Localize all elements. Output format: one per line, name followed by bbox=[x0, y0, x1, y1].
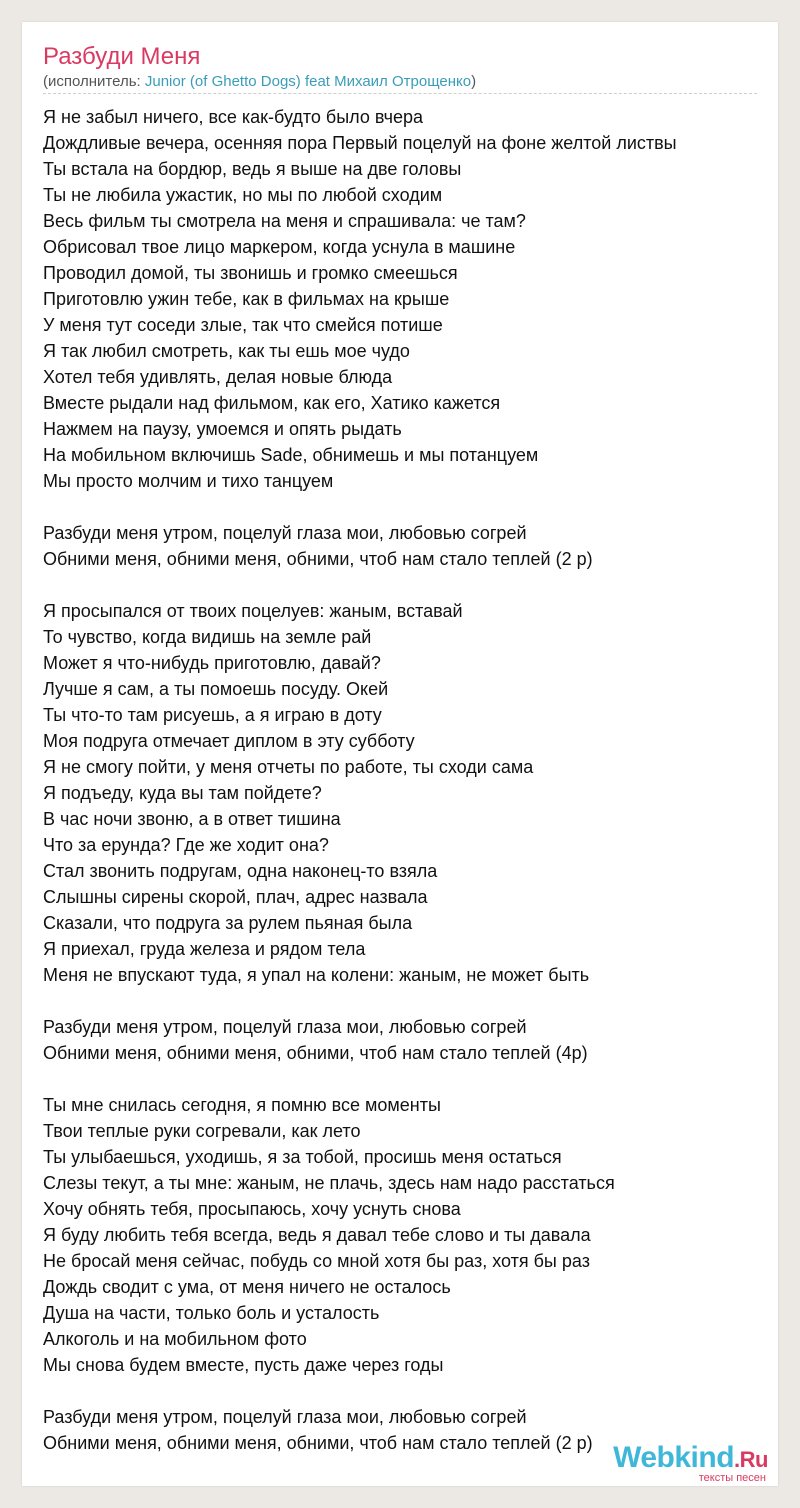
lyric-line: Хочу обнять тебя, просыпаюсь, хочу уснуть снова bbox=[43, 1199, 461, 1219]
lyric-line: Что за ерунда? Где же ходит она? bbox=[43, 835, 329, 855]
lyric-line: Проводил домой, ты звонишь и громко смеешься bbox=[43, 263, 458, 283]
lyric-line: Хотел тебя удивлять, делая новые блюда bbox=[43, 367, 393, 387]
lyrics-body bbox=[43, 104, 773, 1456]
lyric-line: То чувство, когда видишь на земле рай bbox=[43, 627, 372, 647]
lyric-line: Ты мне снилась сегодня, я помню все моменты bbox=[43, 1095, 441, 1115]
lyric-line: Слышны сирены скорой, плач, адрес назвала bbox=[43, 887, 428, 907]
lyric-line: Меня не впускают туда, я упал на колени: жаным, не может быть bbox=[43, 965, 590, 985]
lyric-line: Весь фильм ты смотрела на меня и спрашивала: че там? bbox=[43, 211, 526, 231]
lyric-line: Я подъеду, куда вы там пойдете? bbox=[43, 783, 322, 803]
lyric-line: Не бросай меня сейчас, побудь со мной хотя бы раз, хотя бы раз bbox=[43, 1251, 590, 1271]
lyric-line: Может я что-нибудь приготовлю, давай? bbox=[43, 653, 381, 673]
logo-tld: .Ru bbox=[734, 1447, 768, 1472]
lyric-line: Лучше я сам, а ты помоешь посуду. Окей bbox=[43, 679, 389, 699]
artist-link[interactable]: Junior (of Ghetto Dogs) feat Михаил Отрощенко bbox=[144, 73, 472, 90]
lyric-line: Разбуди меня утром, поцелуй глаза мои, любовью согрей bbox=[43, 1407, 527, 1427]
artist-prefix: (исполнитель: bbox=[43, 73, 145, 90]
lyric-line: Приготовлю ужин тебе, как в фильмах на крыше bbox=[43, 289, 450, 309]
lyric-line: Обрисовал твое лицо маркером, когда уснула в машине bbox=[43, 237, 516, 257]
lyric-line: Мы снова будем вместе, пусть даже через годы bbox=[43, 1355, 444, 1375]
lyric-line: Я просыпался от твоих поцелуев: жаным, вставай bbox=[43, 601, 463, 621]
artist-line bbox=[43, 72, 476, 92]
artist-suffix: ) bbox=[471, 73, 477, 90]
lyric-line: На мобильном включишь Sade, обнимешь и мы потанцуем bbox=[43, 445, 539, 465]
lyric-line: Ты встала на бордюр, ведь я выше на две головы bbox=[43, 159, 462, 179]
lyric-line: Стал звонить подругам, одна наконец-то взяла bbox=[43, 861, 438, 881]
title-divider bbox=[43, 93, 757, 94]
lyric-line: Ты что-то там рисуешь, а я играю в доту bbox=[43, 705, 382, 725]
lyric-line: Я буду любить тебя всегда, ведь я давал тебе слово и ты давала bbox=[43, 1225, 591, 1245]
lyric-line: Алкоголь и на мобильном фото bbox=[43, 1329, 307, 1349]
lyric-line: Вместе рыдали над фильмом, как его, Хатико кажется bbox=[43, 393, 501, 413]
lyric-line: Разбуди меня утром, поцелуй глаза мои, любовью согрей bbox=[43, 523, 527, 543]
lyric-line: Я так любил смотреть, как ты ешь мое чудо bbox=[43, 341, 410, 361]
site-logo[interactable] bbox=[583, 1440, 778, 1486]
lyric-line: Дождливые вечера, осенняя пора Первый поцелуй на фоне желтой листвы bbox=[43, 133, 677, 153]
lyric-line: Моя подруга отмечает диплом в эту субботу bbox=[43, 731, 415, 751]
lyrics-stanza bbox=[43, 1014, 773, 1066]
lyric-line: Обними меня, обними меня, обними, чтоб нам стало теплей (2 р) bbox=[43, 1433, 593, 1453]
lyric-line: Обними меня, обними меня, обними, чтоб нам стало теплей (2 р) bbox=[43, 549, 593, 569]
lyric-line: Ты улыбаешься, уходишь, я за тобой, просишь меня остаться bbox=[43, 1147, 562, 1167]
logo-tagline: тексты песен bbox=[698, 1472, 766, 1484]
lyric-line: Я не забыл ничего, все как-будто было вчера bbox=[43, 107, 424, 127]
song-title: Разбуди Меня bbox=[43, 43, 201, 70]
lyric-line: Ты не любила ужастик, но мы по любой сходим bbox=[43, 185, 443, 205]
lyric-line: Обними меня, обними меня, обними, чтоб нам стало теплей (4р) bbox=[43, 1043, 588, 1063]
lyrics-stanza bbox=[43, 104, 773, 494]
lyric-line: Я не смогу пойти, у меня отчеты по работе, ты сходи сама bbox=[43, 757, 534, 777]
lyric-line: Я приехал, груда железа и рядом тела bbox=[43, 939, 366, 959]
lyric-line: В час ночи звоню, а в ответ тишина bbox=[43, 809, 341, 829]
lyrics-stanza bbox=[43, 520, 773, 572]
lyric-line: Душа на части, только боль и усталость bbox=[43, 1303, 380, 1323]
lyric-line: Слезы текут, а ты мне: жаным, не плачь, здесь нам надо расстаться bbox=[43, 1173, 615, 1193]
lyric-line: Твои теплые руки согревали, как лето bbox=[43, 1121, 361, 1141]
logo-main-text: Webkind bbox=[613, 1441, 735, 1474]
lyric-line: Сказали, что подруга за рулем пьяная была bbox=[43, 913, 413, 933]
lyrics-stanza bbox=[43, 1092, 773, 1378]
lyric-line: Нажмем на паузу, умоемся и опять рыдать bbox=[43, 419, 402, 439]
lyric-line: У меня тут соседи злые, так что смейся потише bbox=[43, 315, 443, 335]
lyric-line: Мы просто молчим и тихо танцуем bbox=[43, 471, 334, 491]
lyrics-stanza bbox=[43, 598, 773, 988]
lyric-line: Разбуди меня утром, поцелуй глаза мои, любовью согрей bbox=[43, 1017, 527, 1037]
lyric-line: Дождь сводит с ума, от меня ничего не осталось bbox=[43, 1277, 451, 1297]
